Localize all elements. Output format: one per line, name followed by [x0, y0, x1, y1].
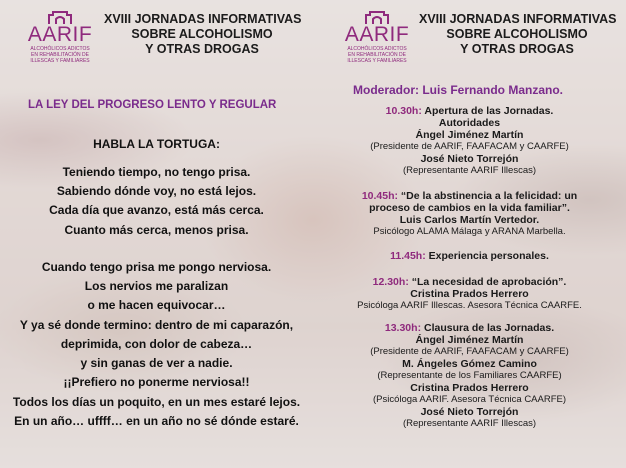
program-item-talk-1: 10.45h: “De la abstinencia a la felicidad: un proceso de cambios en la vida familiar”. Luis Carlos Martín Vertedor. Psicólogo ALAMA Málaga y ARANA Marbella. — [361, 190, 578, 237]
moderator: Moderador: Luis Fernando Manzano. — [353, 83, 564, 97]
logo-brand: AARIF — [27, 23, 93, 46]
program-item-closing: 13.30h: Clausura de las Jornadas. Ángel Jiménez Martín (Presidente de AARIF, FAAFACAM y CAARFE) M. Ángeles Gómez Camino (Representante de los Familiares CAARFE) Cristina Prados Herrero (Psicóloga AARIF. Asesora Técnica CAARFE) José Nieto Torrejón (Representante AARIF Illescas) — [370, 322, 569, 429]
logo-tagline: ALCOHÓLICOS ADICTOS EN REHABILITACIÓN DE ILLESCAS Y FAMILIARES — [347, 46, 407, 64]
event-header: XVIII JORNADAS INFORMATIVAS SOBRE ALCOHOLISMO Y OTRAS DROGAS — [104, 12, 302, 56]
program-item-talk-2: 12.30h: “La necesidad de aprobación”. Cristina Prados Herrero Psicóloga AARIF Illescas. Asesora Técnica CAARFE. — [357, 276, 582, 311]
program-item-experiences: 11.45h: Experiencia personales. — [390, 250, 549, 262]
aarif-logo — [339, 9, 415, 64]
logo-brand: AARIF — [344, 23, 410, 46]
poem-stanza-2: Cuando tengo prisa me pongo nerviosa. Los nervios me paralizan o me hacen equivocar… Y ya sé donde termino: dentro de mi caparazón, deprimida, con dolor de cabeza… y sin ganas de ver a nadie. ¡¡Prefiero no ponerme nerviosa!! — [19, 260, 294, 390]
event-header: XVIII JORNADAS INFORMATIVAS SOBRE ALCOHOLISMO Y OTRAS DROGAS — [419, 12, 617, 56]
poem-subtitle: HABLA LA TORTUGA: — [93, 137, 220, 151]
poem-title: LA LEY DEL PROGRESO LENTO Y REGULAR — [28, 99, 277, 111]
poem-stanza-3: Todos los días un poquito, en un mes estaré lejos. En un año… uffff… en un año no sé dónde estaré. — [12, 395, 301, 429]
poem-stanza-1: Teniendo tiempo, no tengo prisa. Sabiendo dónde voy, no está lejos. Cada día que avanzo, está más cerca. Cuanto más cerca, menos prisa. — [49, 165, 264, 237]
right-panel — [313, 0, 626, 468]
logo-tagline: ALCOHÓLICOS ADICTOS EN REHABILITACIÓN DE ILLESCAS Y FAMILIARES — [30, 46, 90, 64]
program-item-opening: 10.30h: Apertura de las Jornadas. Autoridades Ángel Jiménez Martín (Presidente de AARIF, FAAFACAM y CAARFE) José Nieto Torrejón (Representante AARIF Illescas) — [370, 105, 569, 176]
aarif-logo — [22, 9, 98, 64]
